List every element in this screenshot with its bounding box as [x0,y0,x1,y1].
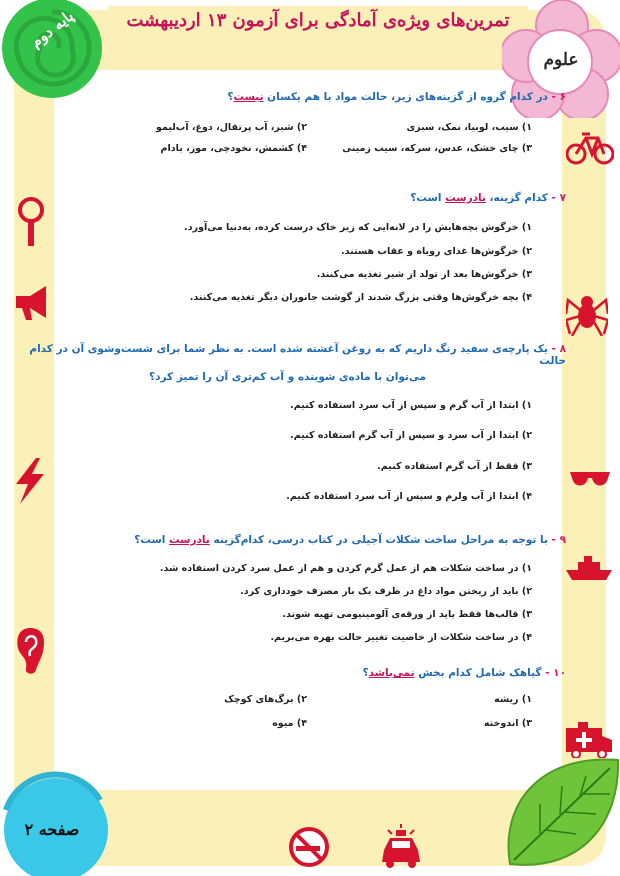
lightning-icon [12,456,48,506]
question-text: یک پارچه‌ی سفید رنگ داریم که به روغن آغشته شده است. به نظر شما برای شست‌وشوی آن در کدام حالت [29,343,566,367]
question-negation: نمی‌باشد [368,667,415,679]
spider-icon [566,290,608,336]
q7-option-1[interactable]: ۱) خرگوش بچه‌هایش را در لانه‌ایی که زیر خاک درست کرده، به‌دنیا می‌آورد. [184,222,532,233]
q9-option-4[interactable]: ۴) در ساخت شکلات از خاصیت تغییر حالت بهره می‌بریم. [270,632,532,643]
question-text-end: ؟ [362,667,369,679]
q8-option-4[interactable]: ۴) ابتدا از آب ولرم و سپس از آب سرد استفاده کنیم. [286,491,532,502]
q9-option-2[interactable]: ۲) باید از ریختن مواد داغ در ظرف یک بار مصرف خودداری کرد. [240,586,532,597]
q6-option-1[interactable]: ۱) سیب، لوبیا، نمک، سبزی [406,122,532,133]
question-8-line-2: می‌توان با ماده‌ی شوینده و آب کم‌تری آن را تمیز کرد؟ [149,371,426,383]
bicycle-icon [566,130,614,166]
question-text-end: است؟ [410,192,442,204]
q6-option-4[interactable]: ۴) کشمش، نخودچی، موز، بادام [160,143,307,154]
subject-label: علوم [543,50,579,70]
q8-option-3[interactable]: ۳) فقط از آب گرم استفاده کنیم. [377,461,532,472]
megaphone-icon [12,282,52,322]
q7-option-4[interactable]: ۴) بچه خرگوش‌ها وقتی بزرگ شدند از گوشت جانوران دیگر تغذیه می‌کنند. [189,292,532,303]
q10-option-2[interactable]: ۲) برگ‌های کوچک [224,694,307,705]
question-7: ۷ - کدام گزینه، نادرست است؟ [410,192,566,204]
q7-option-3[interactable]: ۳) خرگوش‌ها بعد از تولد از شیر تغذیه می‌کنند. [316,269,532,280]
question-number: ۷ [559,192,566,204]
q7-option-2[interactable]: ۲) خرگوش‌ها غذای روباه و عقاب هستند. [340,246,532,257]
q6-option-2[interactable]: ۲) شیر، آب پرتقال، دوغ، آب‌لیمو [156,122,307,133]
ship-icon [564,552,614,582]
q10-option-4[interactable]: ۴) میوه [272,718,307,729]
grade-label: پایه دوم [26,6,78,52]
question-number: ۹ [559,534,566,546]
question-9: ۹ - با توجه به مراحل ساخت شکلات آجیلی در کتاب درسی، کدام‌گزینه نادرست است؟ [134,534,566,546]
question-number: ۶ [559,91,566,103]
page-title: تمرین‌های ویژه‌ی آمادگی برای آزمون ۱۳ اردیبهشت [126,10,510,31]
question-text-end: ؟ [227,91,234,103]
q8-option-2[interactable]: ۲) ابتدا از آب سرد و سپس از آب گرم استفاده کنیم. [290,430,532,441]
question-8: ۸ - یک پارچه‌ی سفید رنگ داریم که به روغن آغشته شده است. به نظر شما برای شست‌وشوی آن در کدام حالت [29,343,566,367]
question-text: با توجه به مراحل ساخت شکلات آجیلی در کتاب درسی، کدام‌گزینه [213,534,548,546]
question-negation: نادرست [445,192,486,204]
ear-icon [14,626,46,676]
question-text: گیاهک شامل کدام بخش [418,667,542,679]
question-text: در کدام گروه از گزینه‌های زیر، حالت مواد با هم یکسان [267,91,548,103]
question-negation: نادرست [169,534,210,546]
q10-option-1[interactable]: ۱) ریشه [494,694,532,705]
leaf-icon [500,754,620,876]
ambulance-icon [564,718,614,758]
q6-option-3[interactable]: ۳) چای خشک، عدس، سرکه، سیب زمینی [342,143,532,154]
sunglasses-icon [568,468,612,490]
no-smoking-icon [288,826,330,868]
q8-option-1[interactable]: ۱) ابتدا از آب گرم و سپس از آب سرد استفاده کنیم. [290,400,532,411]
q9-option-1[interactable]: ۱) در ساخت شکلات هم از عمل گرم کردن و هم از عمل سرد کردن استفاده شد. [159,563,532,574]
question-number: ۸ [559,343,566,355]
q10-option-3[interactable]: ۳) اندوخته [483,718,532,729]
question-6: ۶ - در کدام گروه از گزینه‌های زیر، حالت مواد با هم یکسان نیست؟ [227,91,566,103]
question-text: کدام گزینه، [489,192,548,204]
q9-option-3[interactable]: ۳) قالب‌ها فقط باید از ورقه‌ی آلومینیومی تهیه شوند. [282,609,532,620]
question-negation: نیست [233,91,264,103]
page-number: صفحه ۲ [24,820,80,839]
police-car-icon [378,824,424,870]
question-10: ۱۰ - گیاهک شامل کدام بخش نمی‌باشد؟ [362,667,566,679]
question-text-end: است؟ [134,534,166,546]
question-number: ۱۰ [553,667,566,679]
magnifier-icon [16,196,46,248]
